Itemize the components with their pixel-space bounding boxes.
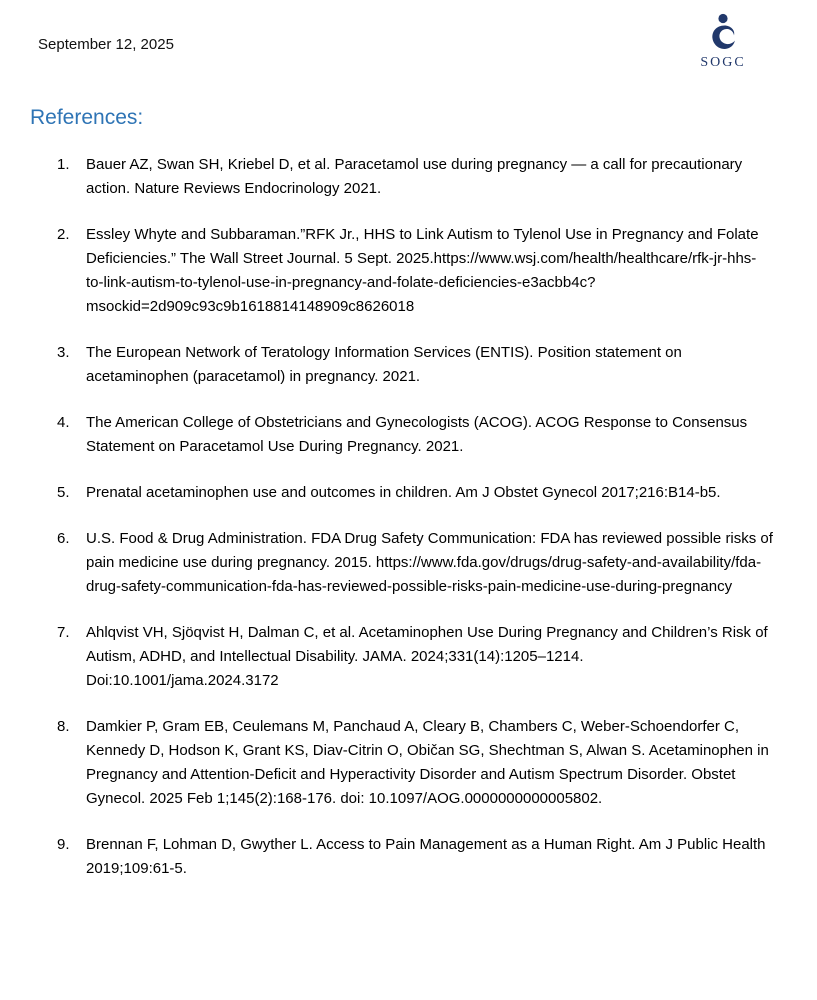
reference-item [30, 153, 773, 201]
reference-text: The American College of Obstetricians and Gynecologists (ACOG). ACOG Response to Consensus Statement on Paracetamol Use During Pregnancy. 2021. [86, 414, 748, 455]
reference-text: The European Network of Teratology Information Services (ENTIS). Position statement on acetaminophen (paracetamol) in pregnancy. 2021. [86, 344, 682, 385]
reference-item [30, 715, 773, 811]
reference-text: Prenatal acetaminophen use and outcomes in children. Am J Obstet Gynecol 2017;216:B14-b5. [86, 484, 721, 501]
reference-text: Bauer AZ, Swan SH, Kriebel D, et al. Paracetamol use during pregnancy — a call for precautionary action. Nature Reviews Endocrinology 2021. [86, 156, 743, 197]
reference-item [30, 527, 773, 599]
document-date: September 12, 2025 [38, 36, 174, 53]
reference-number: 1. [57, 156, 70, 173]
reference-text: Brennan F, Lohman D, Gwyther L. Access to Pain Management as a Human Right. Am J Public Health 2019;109:61-5. [86, 836, 766, 877]
reference-item [30, 341, 773, 389]
reference-text: Ahlqvist VH, Sjöqvist H, Dalman C, et al. Acetaminophen Use During Pregnancy and Children’s Risk of Autism, ADHD, and Intellectual Disability. JAMA. 2024;331(14):1205–1214. Doi:10.1001/jama.2024.3172 [86, 624, 768, 689]
sogc-logo [695, 12, 751, 71]
sogc-logo-text: SOGC [700, 55, 746, 70]
reference-number: 3. [57, 344, 70, 361]
reference-item [30, 223, 773, 319]
sogc-figure-icon [706, 12, 740, 54]
reference-number: 2. [57, 226, 70, 243]
reference-item [30, 481, 773, 505]
reference-number: 5. [57, 484, 70, 501]
references-heading: References: [30, 106, 144, 129]
reference-text: U.S. Food & Drug Administration. FDA Drug Safety Communication: FDA has reviewed possible risks of pain medicine use during pregnancy. 2015. https://www.fda.gov/drugs/drug-safety-and-availability/fda-drug-safety-communication-fda-has-reviewed-possible-risks-pain-medicine-use-during-pregnancy [86, 530, 773, 595]
reference-text: Damkier P, Gram EB, Ceulemans M, Panchaud A, Cleary B, Chambers C, Weber-Schoendorfer C, Kennedy D, Hodson K, Grant KS, Diav-Citrin O, Običan SG, Shechtman S, Alwan S. Acetaminophen in Pregnancy and Attention-Deficit and Hyperactivity Disorder and Autism Spectrum Disorder. Obstet Gynecol. 2025 Feb 1;145(2):168-176. doi: 10.1097/AOG.0000000000005802. [86, 718, 769, 807]
reference-item [30, 621, 773, 693]
references-list [30, 153, 773, 881]
reference-number: 7. [57, 624, 70, 641]
reference-number: 4. [57, 414, 70, 431]
reference-item [30, 833, 773, 881]
reference-text: Essley Whyte and Subbaraman.”RFK Jr., HHS to Link Autism to Tylenol Use in Pregnancy and Folate Deficiencies.” The Wall Street Journal. 5 Sept. 2025.https://www.wsj.com/health/healthcare/rfk-jr-hhs-to-link-autism-to-tylenol-use-in-pregnancy-and-folate-deficiencies-e3acbb4c?msockid=2d909c93c9b1618814148909c8626018 [86, 226, 759, 315]
reference-number: 6. [57, 530, 70, 547]
reference-number: 8. [57, 718, 70, 735]
reference-item [30, 411, 773, 459]
reference-number: 9. [57, 836, 70, 853]
